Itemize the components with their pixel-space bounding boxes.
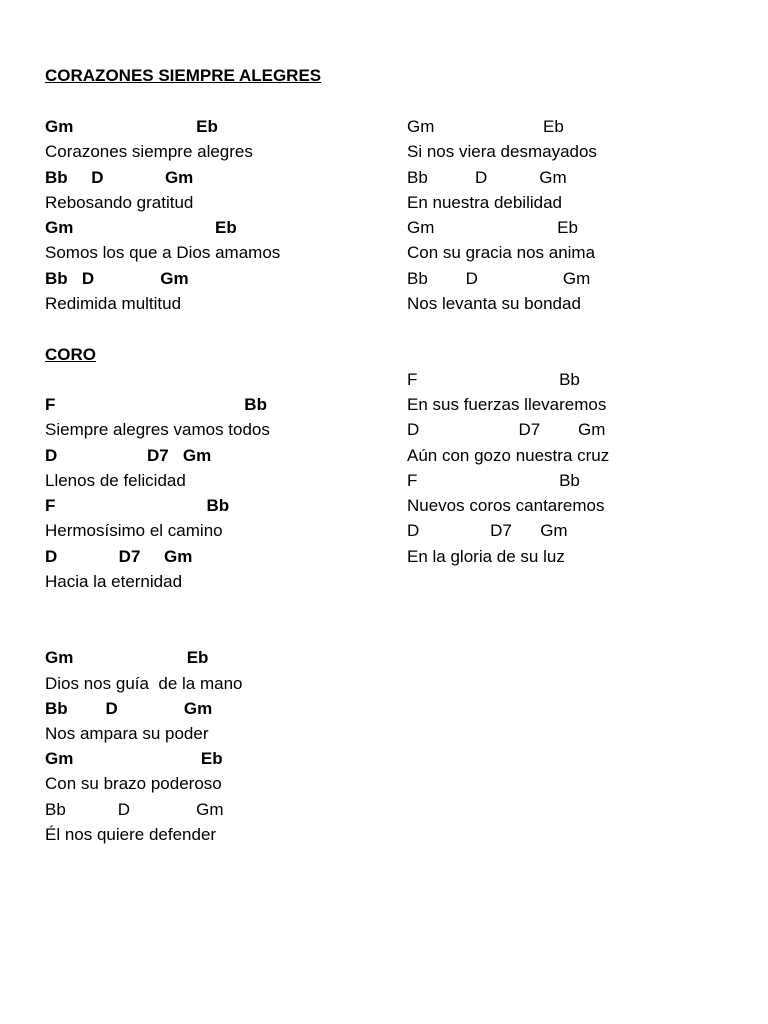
lyric-line: En sus fuerzas llevaremos <box>407 395 607 414</box>
lyric-line: En la gloria de su luz <box>407 547 565 566</box>
chord-line: D D7 Gm <box>45 446 212 465</box>
chord-line: F Bb <box>407 370 580 389</box>
chord-line: Gm Eb <box>45 648 209 667</box>
chord-line: D D7 Gm <box>407 420 606 439</box>
lyric-line: Siempre alegres vamos todos <box>45 420 270 439</box>
chord-line: Gm Eb <box>407 218 578 237</box>
chord-line: F Bb <box>407 471 580 490</box>
chord-line: Bb D Gm <box>407 168 567 187</box>
lyric-line: En nuestra debilidad <box>407 193 563 212</box>
chord-line: F Bb <box>45 395 267 414</box>
lyric-line: Con su gracia nos anima <box>407 243 596 262</box>
lyric-line: Con su brazo poderoso <box>45 774 222 793</box>
chord-line: Gm Eb <box>407 117 564 136</box>
chord-line: Bb D Gm <box>407 269 591 288</box>
lyric-line: Aún con gozo nuestra cruz <box>407 446 610 465</box>
chord-line: D D7 Gm <box>45 547 193 566</box>
chord-line: Bb D Gm <box>45 269 189 288</box>
chord-line: Gm Eb <box>45 117 218 136</box>
song-title: CORAZONES SIEMPRE ALEGRES <box>45 66 322 85</box>
lyric-line: Él nos quiere defender <box>45 825 217 844</box>
lyric-line: Si nos viera desmayados <box>407 142 597 161</box>
lyric-line: Dios nos guía de la mano <box>45 674 243 693</box>
lyric-line: Llenos de felicidad <box>45 471 186 490</box>
lyric-line: Nuevos coros cantaremos <box>407 496 605 515</box>
lyric-line: Rebosando gratitud <box>45 193 194 212</box>
lyric-line: Nos levanta su bondad <box>407 294 581 313</box>
lyric-line: Nos ampara su poder <box>45 724 209 743</box>
lyric-line: Hacia la eternidad <box>45 572 183 591</box>
lyric-line: Redimida multitud <box>45 294 182 313</box>
chord-line: Bb D Gm <box>45 699 213 718</box>
lyric-line: Hermosísimo el camino <box>45 521 223 540</box>
lyric-line: Somos los que a Dios amamos <box>45 243 281 262</box>
chord-line: F Bb <box>45 496 230 515</box>
chord-line: Gm Eb <box>45 218 237 237</box>
chord-line: Bb D Gm <box>45 800 224 819</box>
chord-line: Bb D Gm <box>45 168 194 187</box>
chord-line: Gm Eb <box>45 749 223 768</box>
chord-line: D D7 Gm <box>407 521 568 540</box>
chorus-heading: CORO <box>45 345 96 364</box>
lyric-line: Corazones siempre alegres <box>45 142 253 161</box>
